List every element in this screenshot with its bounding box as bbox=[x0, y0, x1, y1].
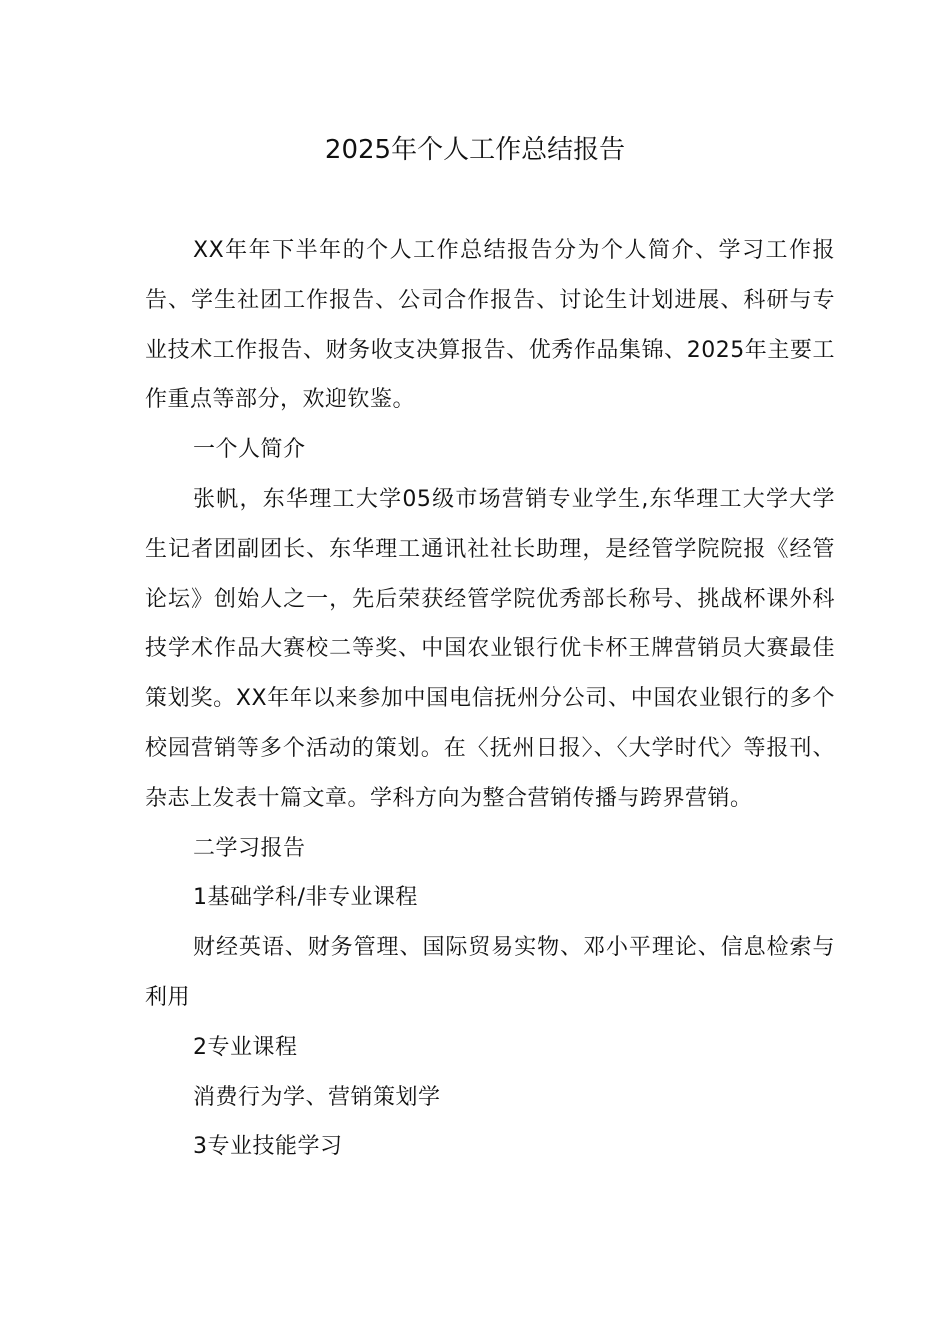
subheading-basic-courses: 1基础学科/非专业课程 bbox=[193, 885, 418, 911]
basic-courses-paragraph: 财经英语、财务管理、国际贸易实物、邓小平理论、信息检索与利用 bbox=[145, 935, 835, 1010]
document-title: 2025年个人工作总结报告 bbox=[324, 135, 626, 165]
section-heading-study: 二学习报告 bbox=[193, 835, 306, 861]
section-heading-profile: 一个人简介 bbox=[193, 437, 306, 463]
subheading-major-courses: 2专业课程 bbox=[193, 1034, 298, 1060]
document-body bbox=[145, 226, 835, 1172]
intro-paragraph: XX年年下半年的个人工作总结报告分为个人简介、学习工作报告、学生社团工作报告、公司合作报告、讨论生计划进展、科研与专业技术工作报告、财务收支决算报告、优秀作品集锦、2025年主要工作重点等部分，欢迎钦鉴。 bbox=[145, 238, 835, 413]
profile-paragraph: 张帆，东华理工大学05级市场营销专业学生,东华理工大学大学生记者团副团长、东华理工通讯社社长助理，是经管学院院报《经管论坛》创始人之一，先后荣获经管学院优秀部长称号、挑战杯课外科技学术作品大赛校二等奖、中国农业银行优卡杯王牌营销员大赛最佳策划奖。XX年年以来参加中国电信抚州分公司、中国农业银行的多个校园营销等多个活动的策划。在〈抚州日报〉、〈大学时代〉等报刊、杂志上发表十篇文章。学科方向为整合营销传播与跨界营销。 bbox=[145, 486, 835, 811]
major-courses-paragraph: 消费行为学、营销策划学 bbox=[193, 1084, 441, 1110]
subheading-skills: 3专业技能学习 bbox=[193, 1134, 343, 1160]
